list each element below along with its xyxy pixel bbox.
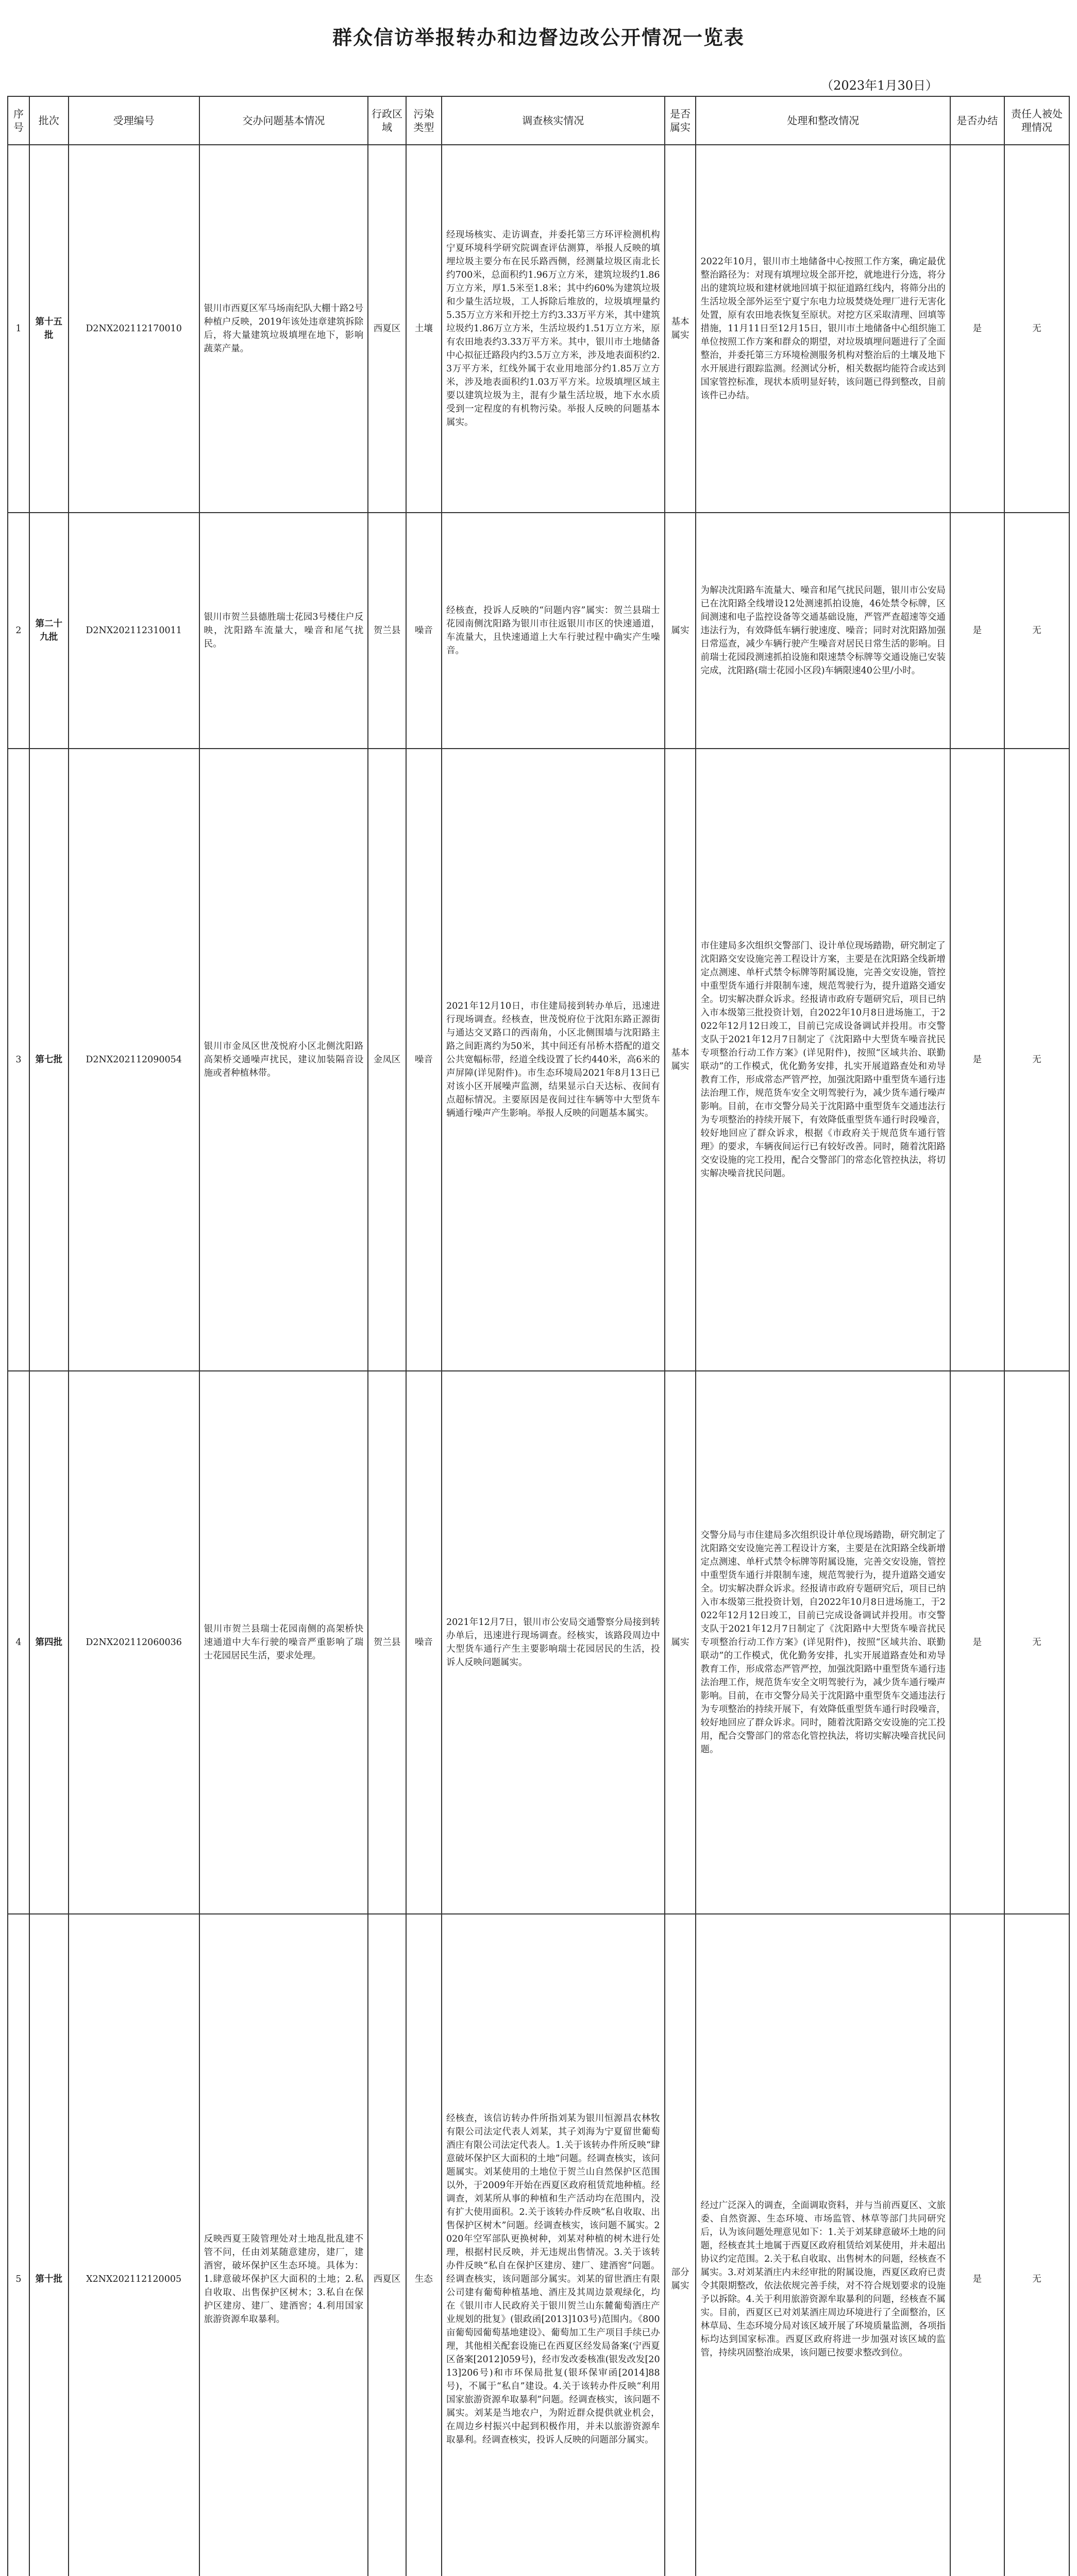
cell-batch: 第十五批: [29, 145, 69, 513]
header-type: 污染类型: [406, 96, 442, 145]
cell-closed: 是: [950, 1914, 1004, 2576]
header-verified: 是否属实: [665, 96, 696, 145]
cell-region: 贺兰县: [368, 513, 406, 749]
cell-punished: 无: [1004, 1914, 1069, 2576]
header-handling: 处理和整改情况: [696, 96, 950, 145]
cell-punished: 无: [1004, 1371, 1069, 1914]
cell-verified: 基本属实: [665, 145, 696, 513]
header-code: 受理编号: [69, 96, 199, 145]
cell-closed: 是: [950, 749, 1004, 1371]
cell-type: 土壤: [406, 145, 442, 513]
cell-batch: 第十批: [29, 1914, 69, 2576]
cell-verified: 属实: [665, 513, 696, 749]
cell-batch: 第七批: [29, 749, 69, 1371]
cell-no: 1: [8, 145, 29, 513]
cell-type: 噪音: [406, 749, 442, 1371]
cell-issue: 银川市贺兰县瑞士花园南侧的高架桥快速通道中大车行驶的噪音严重影响了瑞士花园居民生活，要求处理。: [199, 1371, 368, 1914]
cell-type: 噪音: [406, 1371, 442, 1914]
header-investigation: 调查核实情况: [442, 96, 665, 145]
page-title: 群众信访举报转办和边督边改公开情况一览表: [332, 26, 745, 49]
publish-date: （2023年1月30日）: [821, 78, 938, 93]
cell-type: 噪音: [406, 513, 442, 749]
cell-handling: 市住建局多次组织交警部门、设计单位现场踏勘，研究制定了沈阳路交安设施完善工程设计方案，主要是在沈阳路全线新增定点测速、单杆式禁令标牌等附属设施，完善交安设施，管控中重型货车通行并限制车速，规范驾驶行为，提升道路交通安全。切实解决群众诉求。经报请市政府专题研究后，项目已纳入市本级第三批投资计划，自2022年10月8日进场施工，于2022年12月12日竣工，目前已完成设备调试并投用。市交警支队于2021年12月7日制定了《沈阳路中大型货车噪音扰民专项整治行动工作方案》(详见附件)，按照“区域共治、联勤联动”的工作模式，优化勤务安排，扎实开展道路查处和劝导教育工作，形成常态严管严控，加强沈阳路中重型货车通行违法治理工作，规范货车安全文明驾驶行为，减少货车通行噪声影响。目前，在市交警分局关于沈阳路中重型货车交通违法行为专项整治的持续开展下，有效降低重型货车通行时段噪音，较好地回应了群众诉求，根据《市政府关于规范货车通行管理》的要求，车辆夜间运行已有较好改善。同时，随着沈阳路交安设施的完工投用，配合交警部门的常态化管控执法，将切实解决噪音扰民问题。: [696, 749, 950, 1371]
header-no: 序号: [8, 96, 29, 145]
cell-punished: 无: [1004, 749, 1069, 1371]
cell-issue: 银川市西夏区军马场南纪队大棚十路2号种植户反映，2019年该处违章建筑拆除后，将大量建筑垃圾填埋在地下，影响蔬菜产量。: [199, 145, 368, 513]
cell-region: 金凤区: [368, 749, 406, 1371]
cell-issue: 银川市贺兰县德胜瑞士花园3号楼住户反映，沈阳路车流量大，噪音和尾气扰民。: [199, 513, 368, 749]
cell-region: 西夏区: [368, 1914, 406, 2576]
header-punished: 责任人被处理情况: [1004, 96, 1069, 145]
cell-no: 2: [8, 513, 29, 749]
table-row: [8, 1371, 1069, 1914]
cell-punished: 无: [1004, 145, 1069, 513]
table-header-row: [8, 96, 1069, 145]
cell-batch: 第四批: [29, 1371, 69, 1914]
table-row: [8, 513, 1069, 749]
table-row: [8, 145, 1069, 513]
header-closed: 是否办结: [950, 96, 1004, 145]
cell-verified: 部分属实: [665, 1914, 696, 2576]
cell-handling: 2022年10月，银川市土地储备中心按照工作方案，确定最优整治路径为：对现有填埋垃圾全部开挖，就地进行分选，将分出的建筑垃圾和建材就地回填于拟征道路红线内，将筛分出的生活垃圾全部外运至宁夏宁东电力垃圾焚烧处理厂进行无害化处置，原有农田地表恢复至原状。对挖方区采取清理、回填等措施，11月11日至12月15日，银川市土地储备中心组织施工单位按照工作方案和群众的期望，对垃圾填埋问题进行了全面整治，并委托第三方环境检测服务机构对整治后的土壤及地下水开展进行跟踪监测。经测试分析，相关数据均能符合或达到国家管控标准，现状本质明显好转，该问题已得到整改，目前该件已办结。: [696, 145, 950, 513]
cell-closed: 是: [950, 1371, 1004, 1914]
cell-region: 西夏区: [368, 145, 406, 513]
cell-investigation: 经现场核实、走访调查，并委托第三方环评检测机构宁夏环境科学研究院调查评估测算，举报人反映的填埋垃圾主要分布在民乐路西侧，经测量垃圾区南北长约700米，总面积约1.96万立方米，建筑垃圾约1.86万立方米，厚1.5米至1.8米；其中约60%为建筑垃圾和少量生活垃圾，工人拆除后堆放的，垃圾填埋量约5.35万立方米和开挖土方约3.33万平方米，其中建筑垃圾约1.86万立方米，生活垃圾约1.51万立方米，原有农田地表约3.33万平方米。其中，银川市土地储备中心拟征迁路段内约3.5万立方米，涉及地表面积约2.3万平方米，红线外属于农业用地部分约1.85万立方米，涉及地表面积约1.03万平方米。垃圾填埋区域主要以建筑垃圾为主，混有少量生活垃圾，地下水水质受到一定程度的有机物污染。举报人反映的问题基本属实。: [442, 145, 665, 513]
cell-code: D2NX202112170010: [69, 145, 199, 513]
table-row: [8, 749, 1069, 1371]
cell-investigation: 2021年12月7日，银川市公安局交通警察分局接到转办单后，迅速进行现场调查。经核实，该路段周边中大型货车通行产生主要影响瑞士花园居民的生活，投诉人反映问题属实。: [442, 1371, 665, 1914]
cell-closed: 是: [950, 513, 1004, 749]
cell-no: 5: [8, 1914, 29, 2576]
cell-no: 4: [8, 1371, 29, 1914]
header-region: 行政区域: [368, 96, 406, 145]
cell-type: 生态: [406, 1914, 442, 2576]
cell-verified: 属实: [665, 1371, 696, 1914]
cell-punished: 无: [1004, 513, 1069, 749]
cell-no: 3: [8, 749, 29, 1371]
header-batch: 批次: [29, 96, 69, 145]
cell-issue: 反映西夏王陵管理处对土地乱批乱建不管不问，任由刘某随意建房，建厂，建酒窖，破坏保护区生态环境。具体为：1.肆意破坏保护区大面积的土地；2.私自收取、出售保护区树木；3.私自在保护区建房、建厂、建酒窖；4.利用国家旅游资源牟取暴利。: [199, 1914, 368, 2576]
cell-region: 贺兰县: [368, 1371, 406, 1914]
cell-code: D2NX202112310011: [69, 513, 199, 749]
cell-handling: 为解决沈阳路车流量大、噪音和尾气扰民问题，银川市公安局已在沈阳路全线增设12处测速抓拍设施，46处禁令标牌，区间测速和电子监控设备等交通基础设施，严管严查超速等交通违法行为，有效降低车辆行驶速度、噪音；同时对沈阳路加强日常巡查，减少车辆行驶产生噪音对居民日常生活的影响。目前瑞士花园段测速抓拍设施和限速禁令标牌等交通设施已安装完成，沈阳路(瑞士花园小区段)车辆限速40公里/小时。: [696, 513, 950, 749]
cell-code: D2NX202112090054: [69, 749, 199, 1371]
header-issue: 交办问题基本情况: [199, 96, 368, 145]
cell-investigation: 经核查，投诉人反映的“问题内容”属实：贺兰县瑞士花园南侧沈阳路为银川市往返银川市区的快速通道，车流量大，且快速通道上大车行驶过程中确实产生噪音。: [442, 513, 665, 749]
cell-handling: 经过广泛深入的调查，全面调取资料，并与当前西夏区、文旅委、自然资源、生态环境、市场监管、林草等部门共同研究后，认为该问题处理意见如下：1.关于刘某肆意破坏土地的问题，经核查其土地属于西夏区政府租赁给刘某使用，并未超出协议约定范围。2.关于私自收取、出售树木的问题，经核查不属实。3.对刘某酒庄内未经审批的附属设施，西夏区政府已责令其限期整改，依法依规完善手续，对不符合规划要求的设施予以拆除。4.关于利用旅游资源牟取暴利的问题，经核查不属实。目前，西夏区已对刘某酒庄周边环境进行了全面整治，区林草局、生态环境分局对该区域开展了环境质量监测，各项指标均达到国家标准。西夏区政府将进一步加强对该区域的监管，持续巩固整治成果，该问题已按要求整改到位。: [696, 1914, 950, 2576]
cell-investigation: 经核查，该信访转办件所指刘某为银川恒源昌农林牧有限公司法定代表人刘某，其子刘海为宁夏留世葡萄酒庄有限公司法定代表人。1.关于该转办件所反映“肆意破坏保护区大面积的土地”问题。经调查核实，该问题属实。刘某使用的土地位于贺兰山自然保护区范围以外，于2009年开始在西夏区政府租赁荒地种植。经调查，刘某所从事的种植和生产活动均在范围内，没有扩大使用面积。2.关于该转办件反映“私自收取、出售保护区树木”问题。经调查核实，该问题不属实。2020年空军部队更换树种，刘某对种植的树木进行处理，根据村民反映，并无违规出售情况。3.关于该转办件反映“私自在保护区建房、建厂、建酒窖”问题。经调查核实，该问题部分属实。刘某的留世酒庄有限公司建有葡萄种植基地、酒庄及其周边景观绿化，均在《银川市人民政府关于银川贺兰山东麓葡萄酒庄产业规划的批复》(银政函[2013]103号)范围内。《800亩葡萄园葡萄基地建设》、葡萄加工生产项目手续已办理，其他相关配套设施已在西夏区经发局备案(宁西夏区备案[2012]059号)，经市发改委核准(银发改发[2013]206号)和市环保局批复(银环保审函[2014]88号)，不属于“私自”建设。4.关于该转办件反映“利用国家旅游资源牟取暴利”问题。经调查核实，该问题不属实。刘某是当地农户，为附近群众提供就业机会，在周边乡村振兴中起到积极作用，并未以旅游资源牟取暴利。经调查核实，投诉人反映的问题部分属实。: [442, 1914, 665, 2576]
cell-verified: 基本属实: [665, 749, 696, 1371]
cell-code: X2NX202112120005: [69, 1914, 199, 2576]
report-table: [7, 96, 1070, 2576]
cell-handling: 交警分局与市住建局多次组织设计单位现场踏勘，研究制定了沈阳路交安设施完善工程设计方案，主要是在沈阳路全线新增定点测速、单杆式禁令标牌等附属设施，完善交安设施，管控中重型货车通行并限制车速，规范驾驶行为，提升道路交通安全。切实解决群众诉求。经报请市政府专题研究后，项目已纳入市本级第三批投资计划，自2022年10月8日进场施工，于2022年12月12日竣工，目前已完成设备调试并投用。市交警支队于2021年12月7日制定了《沈阳路中大型货车噪音扰民专项整治行动工作方案》(详见附件)，按照“区域共治、联勤联动”的工作模式，优化勤务安排，扎实开展道路查处和劝导教育工作，形成常态严管严控，加强沈阳路中重型货车通行违法治理工作，规范货车安全文明驾驶行为，减少货车通行噪声影响。目前，在市交警分局关于沈阳路中重型货车交通违法行为专项整治的持续开展下，有效降低重型货车通行时段噪音，较好地回应了群众诉求。同时，随着沈阳路交安设施的完工投用，配合交警部门的常态化管控执法，将切实解决噪音扰民问题。: [696, 1371, 950, 1914]
cell-batch: 第二十九批: [29, 513, 69, 749]
cell-closed: 是: [950, 145, 1004, 513]
cell-investigation: 2021年12月10日，市住建局接到转办单后，迅速进行现场调查。经核查，世茂悦府位于沈阳东路正源街与通达交叉路口的西南角，小区北侧围墙与沈阳路主路之间距离约为50米，其中间还有吊桥木搭配的道交公共宽幅标带，经道全线设置了长约440米，高6米的声屏障(详见附件)。市生态环境局2021年8月13日已对该小区开展噪声监测，结果显示白天达标、夜间有点超标情况。主要原因是夜间过往车辆等中大型货车辆通行噪声产生影响。举报人反映的问题基本属实。: [442, 749, 665, 1371]
cell-code: D2NX202112060036: [69, 1371, 199, 1914]
cell-issue: 银川市金凤区世茂悦府小区北侧沈阳路高架桥交通噪声扰民，建议加装隔音设施或者种植林带。: [199, 749, 368, 1371]
table-row: [8, 1914, 1069, 2576]
